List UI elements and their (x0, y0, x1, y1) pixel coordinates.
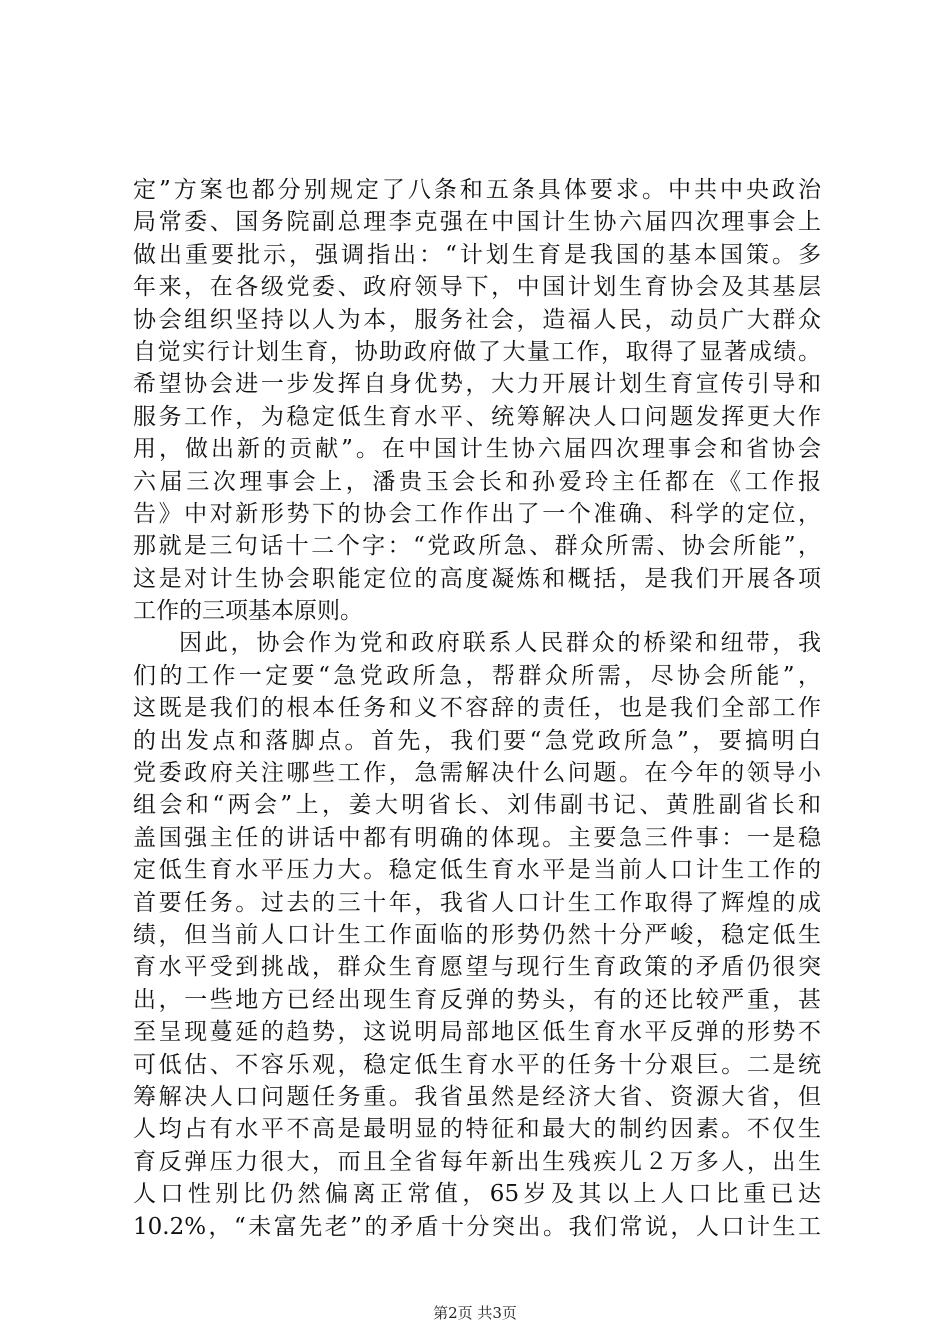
text-line: 协会组织坚持以人为本，服务社会，造福人民，动员广大群众 (133, 306, 821, 333)
text-line: 告》中对新形势下的协会工作作出了一个准确、科学的定位， (133, 500, 821, 527)
text-line: 筹解决人口问题任务重。我省虽然是经济大省、资源大省，但 (133, 1083, 821, 1110)
text-line: 年来，在各级党委、政府领导下，中国计划生育协会及其基层 (133, 274, 821, 301)
text-line: 因此，协会作为党和政府联系人民群众的桥梁和纽带，我 (179, 630, 821, 657)
text-line: 局常委、国务院副总理李克强在中国计生协六届四次理事会上 (133, 209, 821, 236)
text-line: 那就是三句话十二个字：“党政所急、群众所需、协会所能”， (133, 533, 821, 560)
text-line: 工作的三项基本原则。 (133, 598, 363, 625)
text-line: 可低估、不容乐观，稳定低生育水平的任务十分艰巨。二是统 (133, 1051, 821, 1078)
text-line: 定低生育水平压力大。稳定低生育水平是当前人口计生工作的 (133, 857, 821, 884)
text-line: 人口性别比仍然偏离正常值，65岁及其以上人口比重已达 (133, 1181, 821, 1208)
text-line: 育水平受到挑战，群众生育愿望与现行生育政策的矛盾仍很突 (133, 954, 821, 981)
text-line: 出，一些地方已经出现生育反弹的势头，有的还比较严重，甚 (133, 986, 821, 1013)
text-line: 用，做出新的贡献”。在中国计生协六届四次理事会和省协会 (133, 436, 821, 463)
text-line: 党委政府关注哪些工作，急需解决什么问题。在今年的领导小 (133, 760, 821, 787)
text-line: 组会和“两会”上，姜大明省长、刘伟副书记、黄胜副省长和 (133, 792, 821, 819)
text-line: 自觉实行计划生育，协助政府做了大量工作，取得了显著成绩。 (133, 338, 821, 365)
text-line: 绩，但当前人口计生工作面临的形势仍然十分严峻，稳定低生 (133, 921, 821, 948)
text-line: 六届三次理事会上，潘贵玉会长和孙爱玲主任都在《工作报 (133, 468, 821, 495)
page-footer: 第2页 共3页 (433, 1304, 517, 1322)
text-line: 们的工作一定要“急党政所急，帮群众所需，尽协会所能”， (133, 662, 821, 689)
text-line: 定”方案也都分别规定了八条和五条具体要求。中共中央政治 (133, 177, 821, 203)
text-line: 至呈现蔓延的趋势，这说明局部地区低生育水平反弹的形势不 (133, 1019, 821, 1046)
text-line: 服务工作，为稳定低生育水平、统筹解决人口问题发挥更大作 (133, 403, 821, 430)
text-line: 人均占有水平不高是最明显的特征和最大的制约因素。不仅生 (133, 1116, 821, 1143)
text-line: 盖国强主任的讲话中都有明确的体现。主要急三件事：一是稳 (133, 824, 821, 851)
text-line: 这既是我们的根本任务和义不容辞的责任，也是我们全部工作 (133, 695, 821, 722)
text-line: 做出重要批示，强调指出：“计划生育是我国的基本国策。多 (133, 241, 821, 268)
text-line: 10.2%，“未富先老”的矛盾十分突出。我们常说，人口计生工 (133, 1213, 821, 1240)
text-line: 希望协会进一步发挥自身优势，大力开展计划生育宣传引导和 (133, 371, 821, 398)
text-line: 首要任务。过去的三十年，我省人口计生工作取得了辉煌的成 (133, 889, 821, 916)
text-line: 这是对计生协会职能定位的高度凝炼和概括，是我们开展各项 (133, 565, 821, 592)
text-line: 育反弹压力很大，而且全省每年新出生残疾儿２万多人，出生 (133, 1148, 821, 1175)
document-body (133, 174, 821, 1243)
text-line: 的出发点和落脚点。首先，我们要“急党政所急”，要搞明白 (133, 727, 821, 754)
